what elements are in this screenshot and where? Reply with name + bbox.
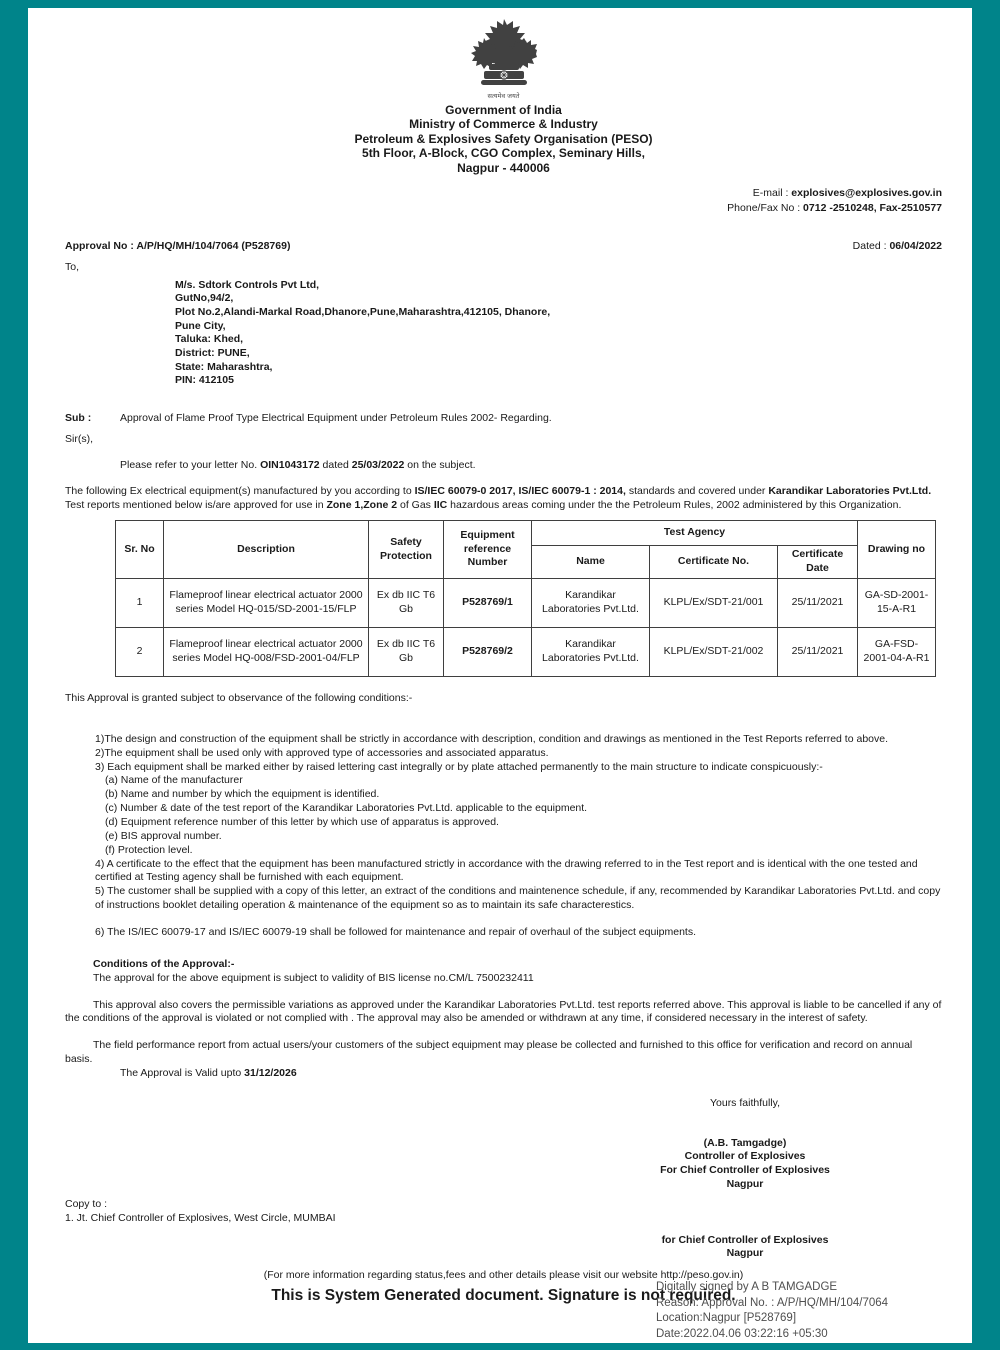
valid-upto-line: The Approval is Valid upto 31/12/2026	[120, 1066, 297, 1079]
condition-3d: (d) Equipment reference number of this letter by which use of apparatus is approved.	[105, 815, 499, 828]
equipment-table	[115, 520, 936, 677]
system-generated-note: This is System Generated document. Signature is not required.	[271, 1286, 736, 1304]
copy-to-line: 1. Jt. Chief Controller of Explosives, West Circle, MUMBAI	[65, 1212, 336, 1225]
col-safety-protection: Safety Protection	[369, 521, 444, 579]
signatory-name: (A.B. Tamgadge)	[703, 1136, 787, 1149]
salutation: Sir(s),	[65, 432, 93, 445]
digital-signature-block	[656, 1280, 888, 1342]
cell-agency-name: Karandikar Laboratories Pvt.Ltd.	[532, 578, 650, 627]
yours-faithfully: Yours faithfully,	[709, 1096, 781, 1109]
cell-sr: 2	[116, 627, 164, 676]
address-line: M/s. Sdtork Controls Pvt Ltd,	[175, 278, 320, 291]
to-label: To,	[65, 260, 80, 273]
email-line: E-mail : explosives@explosives.gov.in	[752, 186, 942, 199]
signature-block	[620, 1097, 870, 1191]
refer-line: Please refer to your letter No. OIN1043172 dated 25/03/2022 on the subject.	[120, 458, 476, 471]
signatory-title-1: Controller of Explosives	[684, 1150, 806, 1163]
col-sr-no: Sr. No	[116, 521, 164, 579]
address-line: Plot No.2,Alandi-Markal Road,Dhanore,Pune,Maharashtra,412105, Dhanore,	[175, 306, 551, 319]
col-drawing-no: Drawing no	[858, 521, 936, 579]
for-ccoe-place: Nagpur	[726, 1247, 764, 1260]
for-ccoe-line: for Chief Controller of Explosives	[661, 1233, 829, 1246]
approval-conditions-heading: Conditions of the Approval:-	[93, 957, 235, 970]
col-certificate-no: Certificate No.	[650, 546, 778, 579]
cell-protection: Ex db IIC T6 Gb	[369, 578, 444, 627]
approval-number: Approval No : A/P/HQ/MH/104/7064 (P528769)	[65, 240, 291, 253]
subject-text: Approval of Flame Proof Type Electrical Equipment under Petroleum Rules 2002- Regarding.	[120, 411, 552, 424]
bis-license-line: The approval for the above equipment is subject to validity of BIS license no.CM/L 7500232411	[93, 971, 534, 984]
document-content	[28, 8, 972, 1306]
footer-info-line: (For more information regarding status,fees and other details please visit our website http://peso.gov.in)	[263, 1268, 744, 1281]
meta-row	[65, 240, 942, 254]
condition-3: 3) Each equipment shall be marked either by raised lettering cast integrally or by plate attached permanently to the main structure to indicate conspicuously:-	[95, 760, 823, 773]
condition-2: 2)The equipment shall be used only with approved type of accessories and associated apparatus.	[95, 746, 549, 759]
cell-certificate-no: KLPL/Ex/SDT-21/001	[650, 578, 778, 627]
digital-date: Date:2022.04.06 03:22:16 +05:30	[656, 1327, 828, 1340]
condition-1: 1)The design and construction of the equipment shall be strictly in accordance with description, condition and drawings as mentioned in the Test Reports referred to above.	[95, 732, 889, 745]
cell-certificate-no: KLPL/Ex/SDT-21/002	[650, 627, 778, 676]
conditions-intro: This Approval is granted subject to observance of the following conditions:-	[65, 691, 413, 704]
address-line: Taluka: Khed,	[175, 333, 244, 346]
cell-sr: 1	[116, 578, 164, 627]
letterhead	[65, 14, 942, 176]
cell-certificate-date: 25/11/2021	[778, 627, 858, 676]
condition-4: 4) A certificate to the effect that the equipment has been manufactured strictly in accordance with the drawing referred to in the Test report and is identical with the one tested and certified at Testing agency shall be furnished with each equipment.	[95, 857, 918, 884]
address-line: District: PUNE,	[175, 346, 250, 359]
cell-agency-name: Karandikar Laboratories Pvt.Ltd.	[532, 627, 650, 676]
copy-to-label: Copy to :	[65, 1198, 108, 1211]
col-description: Description	[164, 521, 369, 579]
contact-block	[65, 186, 942, 216]
cell-description: Flameproof linear electrical actuator 2000 series Model HQ-015/SD-2001-15/FLP	[164, 578, 369, 627]
letterhead-line-city: Nagpur - 440006	[457, 161, 550, 175]
condition-3f: (f) Protection level.	[105, 843, 193, 856]
col-equipment-ref: Equipment reference Number	[444, 521, 532, 579]
table-row	[116, 578, 936, 627]
cell-protection: Ex db IIC T6 Gb	[369, 627, 444, 676]
recipient-address	[175, 279, 942, 388]
address-line: Pune City,	[175, 319, 226, 332]
condition-3e: (e) BIS approval number.	[105, 829, 222, 842]
field-report-paragraph: The field performance report from actual users/your customers of the subject equipment may please be collected and furnished to this office for verification and record on annual basis.	[65, 1039, 913, 1066]
condition-3a: (a) Name of the manufacturer	[105, 774, 243, 787]
digital-signed-by: Digitally signed by A B TAMGADGE	[656, 1281, 838, 1293]
cell-certificate-date: 25/11/2021	[778, 578, 858, 627]
condition-6: 6) The IS/IEC 60079-17 and IS/IEC 60079-19 shall be followed for maintenance and repair of overhaul of the subject equipments.	[95, 925, 697, 938]
digital-location: Location:Nagpur [P528769]	[656, 1312, 797, 1325]
letterhead-line-peso: Petroleum & Explosives Safety Organisation (PESO)	[354, 131, 653, 146]
letterhead-lines	[65, 103, 942, 176]
copy-to-block	[65, 1197, 942, 1225]
intro-paragraph: The following Ex electrical equipment(s) manufactured by you according to IS/IEC 60079-0 2017, IS/IEC 60079-1 : 2014, standards and covered under Karandikar Laboratories Pvt.Ltd. Test reports mentioned below is/are approved for use in Zone 1,Zone 2 of Gas IIC hazardous areas coming under the the Petroleum Rules, 2002 administered by this Organization.	[65, 485, 932, 512]
signatory-place: Nagpur	[726, 1177, 764, 1190]
cell-equipment-ref: P528769/2	[444, 627, 532, 676]
subject-label: Sub :	[65, 411, 92, 424]
letterhead-line-address: 5th Floor, A-Block, CGO Complex, Seminary Hills,	[362, 146, 645, 161]
digital-reason: Reason: Approval No. : A/P/HQ/MH/104/7064	[656, 1296, 889, 1309]
cell-drawing-no: GA-FSD-2001-04-A-R1	[858, 627, 936, 676]
letterhead-line-govt: Government of India	[445, 102, 562, 117]
address-line: PIN: 412105	[175, 374, 234, 387]
subject-row	[65, 412, 942, 426]
phone-line: Phone/Fax No : 0712 -2510248, Fax-2510577	[727, 201, 942, 214]
cell-drawing-no: GA-SD-2001-15-A-R1	[858, 578, 936, 627]
table-header-row	[116, 521, 936, 546]
emblem-motto: सत्यमेव जयते	[487, 92, 520, 100]
cell-description: Flameproof linear electrical actuator 2000 series Model HQ-008/FSD-2001-04/FLP	[164, 627, 369, 676]
table-row	[116, 627, 936, 676]
col-test-agency: Test Agency	[532, 521, 858, 546]
document-page	[28, 8, 972, 1343]
col-certificate-date: Certificate Date	[778, 546, 858, 579]
condition-5: 5) The customer shall be supplied with a copy of this letter, an extract of the conditions and maintenence schedule, if any, recommended by Karandikar Laboratories Pvt.Ltd. and copy of instructions booklet detailing operation & maintenance of the equipment so as to maintain its safe characterestics.	[95, 885, 941, 912]
cell-equipment-ref: P528769/1	[444, 578, 532, 627]
for-ccoe-block	[620, 1234, 870, 1261]
address-line: State: Maharashtra,	[175, 360, 273, 373]
col-agency-name: Name	[532, 546, 650, 579]
variations-paragraph: This approval also covers the permissible variations as approved under the Karandikar Laboratories Pvt.Ltd. test reports referred above. This approval is liable to be cancelled if any of the conditions of the approval is violated or not complied with . The approval may also be amended or withdrawn at any time, if considered necessary in the interest of safety.	[65, 998, 942, 1025]
condition-3b: (b) Name and number by which the equipment is identified.	[105, 788, 380, 801]
condition-3c: (c) Number & date of the test report of the Karandikar Laboratories Pvt.Ltd. applicable to the equipment.	[105, 802, 588, 815]
dated-line: Dated : 06/04/2022	[852, 240, 942, 253]
signatory-title-2: For Chief Controller of Explosives	[660, 1163, 830, 1176]
letterhead-line-ministry: Ministry of Commerce & Industry	[409, 117, 598, 132]
address-line: GutNo,94/2,	[175, 292, 234, 305]
ashoka-emblem-icon	[65, 18, 942, 100]
